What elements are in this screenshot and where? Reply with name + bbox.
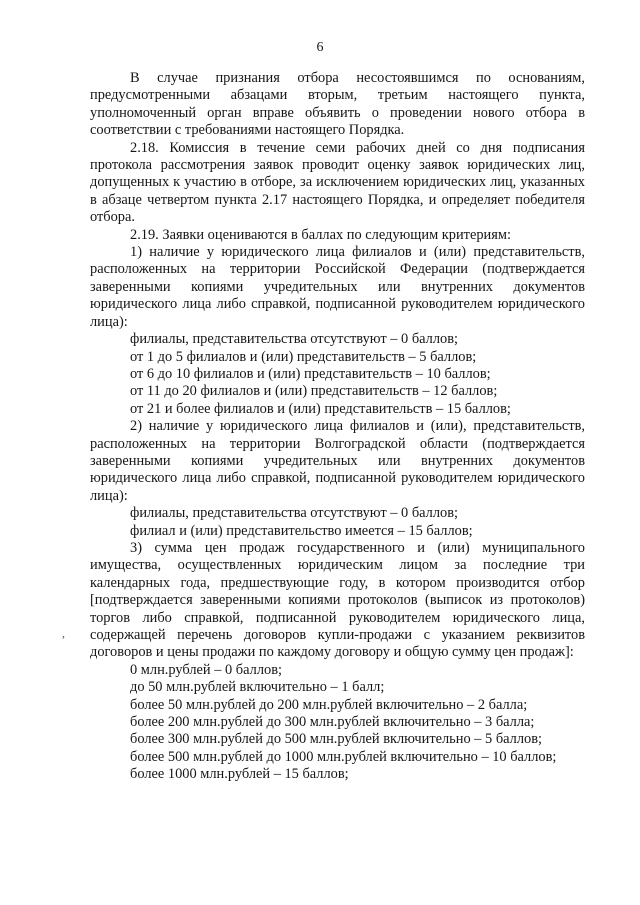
scan-speck: , (62, 626, 65, 640)
paragraph-2-18: 2.18. Комиссия в течение семи рабочих дней со дня подписания протокола рассмотрения заявок проводит оценку заявок юридических лиц, допущенных к участию в отборе, за исключением юридических лиц, указанных в абзаце четвертом пункта 2.17 настоящего Порядка, и определяет победителя отбора. (90, 139, 585, 226)
criterion-1-item: от 6 до 10 филиалов и (или) представительств – 10 баллов; (130, 365, 491, 382)
criterion-1-item: от 1 до 5 филиалов и (или) представительств – 5 баллов; (130, 348, 477, 365)
paragraph-failed-selection: В случае признания отбора несостоявшимся по основаниям, предусмотренными абзацами вторым, третьим настоящего пункта, уполномоченный орган вправе объявить о проведении нового отбора в соответствии с требованиями настоящего Порядка. (90, 70, 585, 139)
paragraph-2-19: 2.19. Заявки оцениваются в баллах по следующим критериям: (130, 226, 511, 243)
page-number: 6 (316, 40, 324, 55)
criterion-1-item: от 11 до 20 филиалов и (или) представительств – 12 баллов; (130, 383, 498, 400)
criterion-2-item: филиалы, представительства отсутствуют – 0 баллов; (130, 505, 459, 522)
criterion-2-item: филиал и (или) представительство имеется – 15 баллов; (130, 522, 473, 539)
criterion-3-text: 3) сумма цен продаж государственного и (или) муниципального имущества, осуществленных юридическим лицом за последние три календарных года, предшествующие году, в котором производится отбор [подтверждается заверенными копиями протоколов (выписок из протоколов) торгов либо справкой, подписанной руководителем юридического лица, содержащей перечень договоров купли-продажи с указанием реквизитов договоров и цены продажи по каждому договору и общую сумму цен продаж]: (90, 539, 585, 661)
criterion-1-item: от 21 и более филиалов и (или) представительств – 15 баллов; (130, 400, 511, 417)
criterion-2-text: 2) наличие у юридического лица филиалов и (или), представительств, расположенных на территории Волгоградской области (подтверждается заверенными копиями учредительных или внутренних документов юридического лица либо справкой, подписанной руководителем юридического лица): (90, 418, 585, 504)
criterion-3-item: 0 млн.рублей – 0 баллов; (130, 661, 282, 678)
criterion-3-item: более 1000 млн.рублей – 15 баллов; (130, 766, 349, 783)
criterion-3-item: более 200 млн.рублей до 300 млн.рублей включительно – 3 балла; (130, 714, 535, 731)
document-body (90, 70, 585, 784)
criterion-3-item: более 300 млн.рублей до 500 млн.рублей включительно – 5 баллов; (130, 731, 543, 748)
criterion-3-item: более 50 млн.рублей до 200 млн.рублей включительно – 2 балла; (130, 696, 528, 713)
criterion-1-item: филиалы, представительства отсутствуют – 0 баллов; (130, 331, 459, 348)
criterion-1-text: 1) наличие у юридического лица филиалов и (или) представительств, расположенных на территории Российской Федерации (подтверждается заверенными копиями учредительных или внутренних документов юридического лица либо справкой, подписанной руководителем юридического лица): (90, 244, 585, 330)
criterion-3-item: более 500 млн.рублей до 1000 млн.рублей включительно – 10 баллов; (130, 748, 557, 765)
criterion-3-item: до 50 млн.рублей включительно – 1 балл; (130, 679, 385, 696)
